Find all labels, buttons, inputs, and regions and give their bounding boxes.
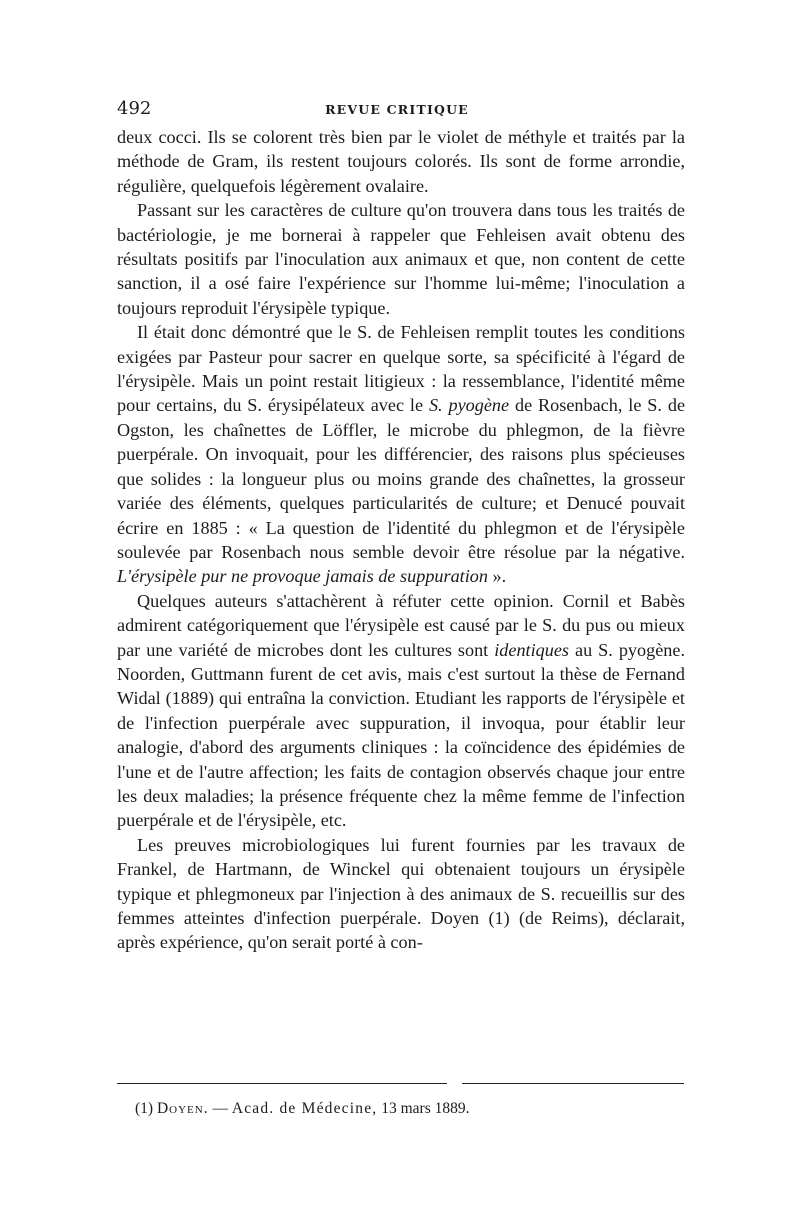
footnote xyxy=(135,1100,695,1118)
paragraph xyxy=(117,833,685,955)
italic-text-segment: identiques xyxy=(494,639,569,660)
paragraph xyxy=(117,589,685,833)
text-segment: de Rosenbach, le S. de Ogston, les chaînettes de Löffler, le microbe du phlegmon, de la fièvre puerpérale. On invoquait, pour les différencier, des raisons plus spécieuses que solides : la longueur plus ou moins grande des chaînettes, la grosseur variée des éléments, quelques particularités de culture; et Denucé pouvait écrire en 1885 : « La question de l'identité du phlegmon et de l'érysipèle soulevée par Rosenbach nous semble devoir être résolue par la négative. xyxy=(117,395,686,562)
footnote-marker: (1) xyxy=(135,1100,154,1117)
text-segment: Il était donc démontré que le S. de Fehleisen remplit toutes les conditions exigées par Pasteur pour sacrer en quelque sorte, sa spécificité à l'égard de l'érysipèle. Mais un point restait litigieux : la ressemblance, l'identité même pour certains, du S. érysipélateux avec le xyxy=(117,322,685,416)
italic-text-segment: S. pyogène xyxy=(428,395,510,416)
text-segment: au S. pyogène. Noorden, Guttmann furent de cet avis, mais c'est surtout la thèse de Fernand Widal (1889) qui entraîna la conviction. Etudiant les rapports de l'érysipèle et de l'infection puerpérale avec suppuration, il invoqua, pour établir leur analogie, d'abord des arguments cliniques : la coïncidence des épidémies de l'une et de l'autre affection; les faits de contagion observés chaque jour entre les deux maladies; la présence fréquente chez la même femme de l'infection puerpérale et de l'érysipèle, etc. xyxy=(117,639,685,831)
text-segment: deux cocci. Ils se colorent très bien par le violet de méthyle et traités par la méthode de Gram, ils restent toujours colorés. Ils sont de forme arrondie, régulière, quelquefois légèrement ovalaire. xyxy=(117,127,685,196)
footnote-separator-rule xyxy=(117,1083,447,1084)
paragraph xyxy=(117,320,685,588)
text-segment: ». xyxy=(487,566,507,587)
footnote-author: Doyen. xyxy=(156,1100,209,1117)
text-segment: Passant sur les caractères de culture qu'on trouvera dans tous les traités de bactériologie, je me bornerai à rappeler que Fehleisen avait obtenu des résultats positifs par l'inoculation aux animaux et que, non content de cette sanction, il a osé faire l'expérience sur l'homme lui-même; l'inoculation a toujours reproduit l'érysipèle typique. xyxy=(117,200,685,318)
footnote-date: 13 mars 1889. xyxy=(381,1100,470,1117)
page-header xyxy=(117,98,677,124)
footnote-source: Acad. de Médecine, xyxy=(231,1100,378,1117)
text-segment: Quelques auteurs s'attachèrent à réfuter cette opinion. Cornil et Babès admirent catégoriquement que l'érysipèle est causé par le S. du pus ou mieux par une variété de microbes dont les cultures sont xyxy=(117,590,685,660)
body-text xyxy=(117,125,685,955)
paragraph xyxy=(117,198,685,320)
text-segment: Les preuves microbiologiques lui furent fournies par les travaux de Frankel, de Hartmann, de Winckel qui obtenaient toujours un érysipèle typique et phlegmoneux par l'injection à des animaux de S. recueillis sur des femmes atteintes d'infection puerpérale. Doyen (1) (de Reims), déclarait, après expérience, qu'on serait porté à con- xyxy=(117,834,685,953)
footnote-dash: — xyxy=(212,1100,228,1117)
running-title: REVUE CRITIQUE xyxy=(325,102,469,117)
paragraph xyxy=(117,125,685,198)
page-number: 492 xyxy=(117,98,152,119)
footnote-separator-rule-short xyxy=(462,1083,684,1084)
italic-text-segment: L'érysipèle pur ne provoque jamais de suppuration xyxy=(117,566,488,587)
